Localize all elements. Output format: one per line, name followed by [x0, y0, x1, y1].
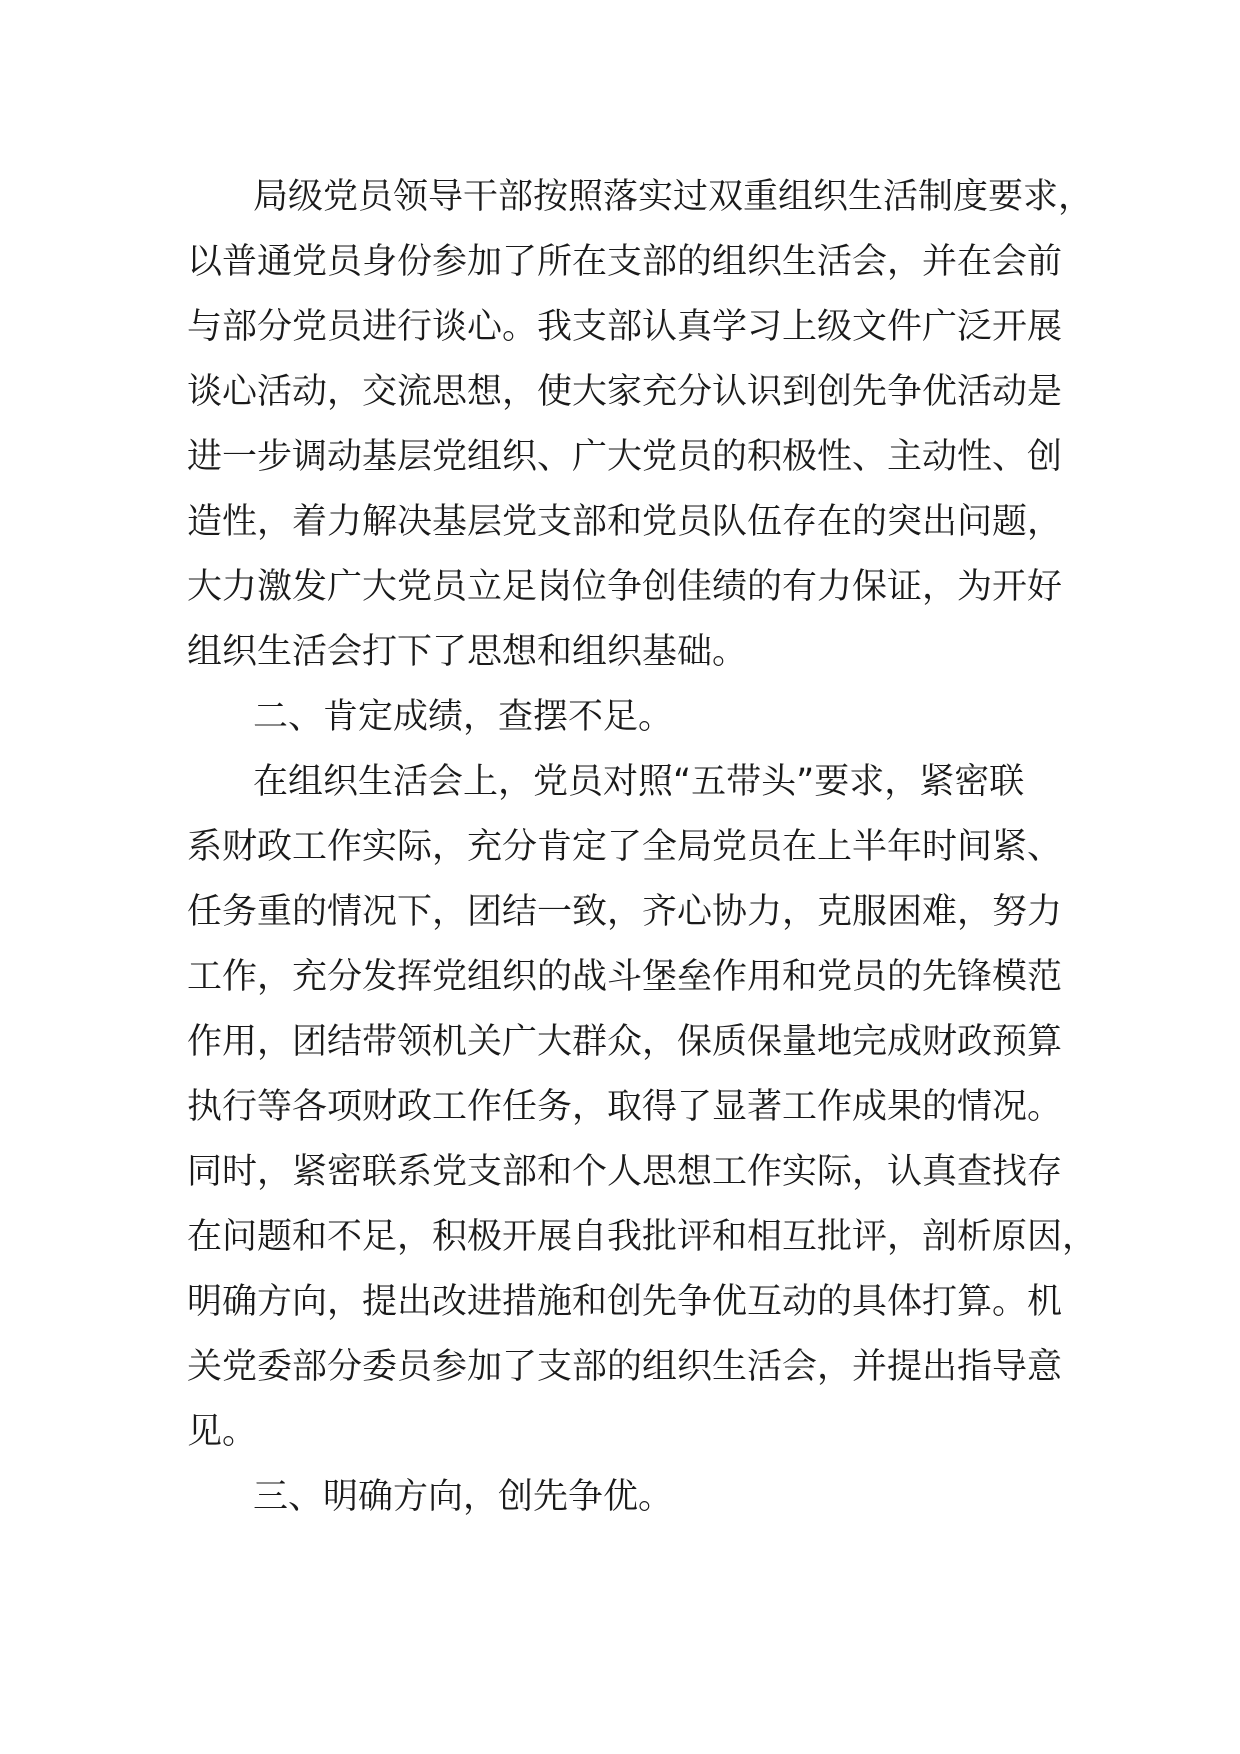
paragraph-line: 谈心活动，交流思想，使大家充分认识到创先争优活动是: [187, 372, 1063, 412]
section-heading: 二、肯定成绩，查摆不足。: [253, 697, 674, 737]
paragraph-line: 组织生活会打下了思想和组织基础。: [187, 632, 748, 672]
paragraph-line: 造性，着力解决基层党支部和党员队伍存在的突出问题，: [187, 502, 1063, 542]
paragraph-line: 与部分党员进行谈心。我支部认真学习上级文件广泛开展: [187, 307, 1063, 347]
section-heading: 三、明确方向，创先争优。: [253, 1477, 674, 1517]
document-body: [187, 165, 1098, 1530]
paragraph-line: 执行等各项财政工作任务，取得了显著工作成果的情况。: [187, 1087, 1063, 1127]
paragraph-line: 工作，充分发挥党组织的战斗堡垒作用和党员的先锋模范: [187, 957, 1063, 997]
paragraph-line: 系财政工作实际，充分肯定了全局党员在上半年时间紧、: [187, 827, 1063, 867]
paragraph-line: 任务重的情况下，团结一致，齐心协力，克服困难，努力: [187, 892, 1063, 932]
paragraph-line: 明确方向，提出改进措施和创先争优互动的具体打算。机: [187, 1282, 1063, 1322]
paragraph-line: 大力激发广大党员立足岗位争创佳绩的有力保证，为开好: [187, 567, 1063, 607]
paragraph-line: 局级党员领导干部按照落实过双重组织生活制度要求，: [253, 177, 1094, 217]
paragraph-line: 作用，团结带领机关广大群众，保质保量地完成财政预算: [187, 1022, 1063, 1062]
paragraph-line: 关党委部分委员参加了支部的组织生活会，并提出指导意: [187, 1347, 1063, 1387]
paragraph-line: 在问题和不足，积极开展自我批评和相互批评，剖析原因，: [187, 1217, 1098, 1257]
paragraph-line: 在组织生活会上，党员对照“五带头”要求，紧密联: [253, 762, 1025, 802]
paragraph-line: 见。: [187, 1412, 258, 1452]
paragraph-line: 进一步调动基层党组织、广大党员的积极性、主动性、创: [187, 437, 1063, 477]
paragraph-line: 同时，紧密联系党支部和个人思想工作实际，认真查找存: [187, 1152, 1063, 1192]
paragraph-line: 以普通党员身份参加了所在支部的组织生活会，并在会前: [187, 242, 1063, 282]
